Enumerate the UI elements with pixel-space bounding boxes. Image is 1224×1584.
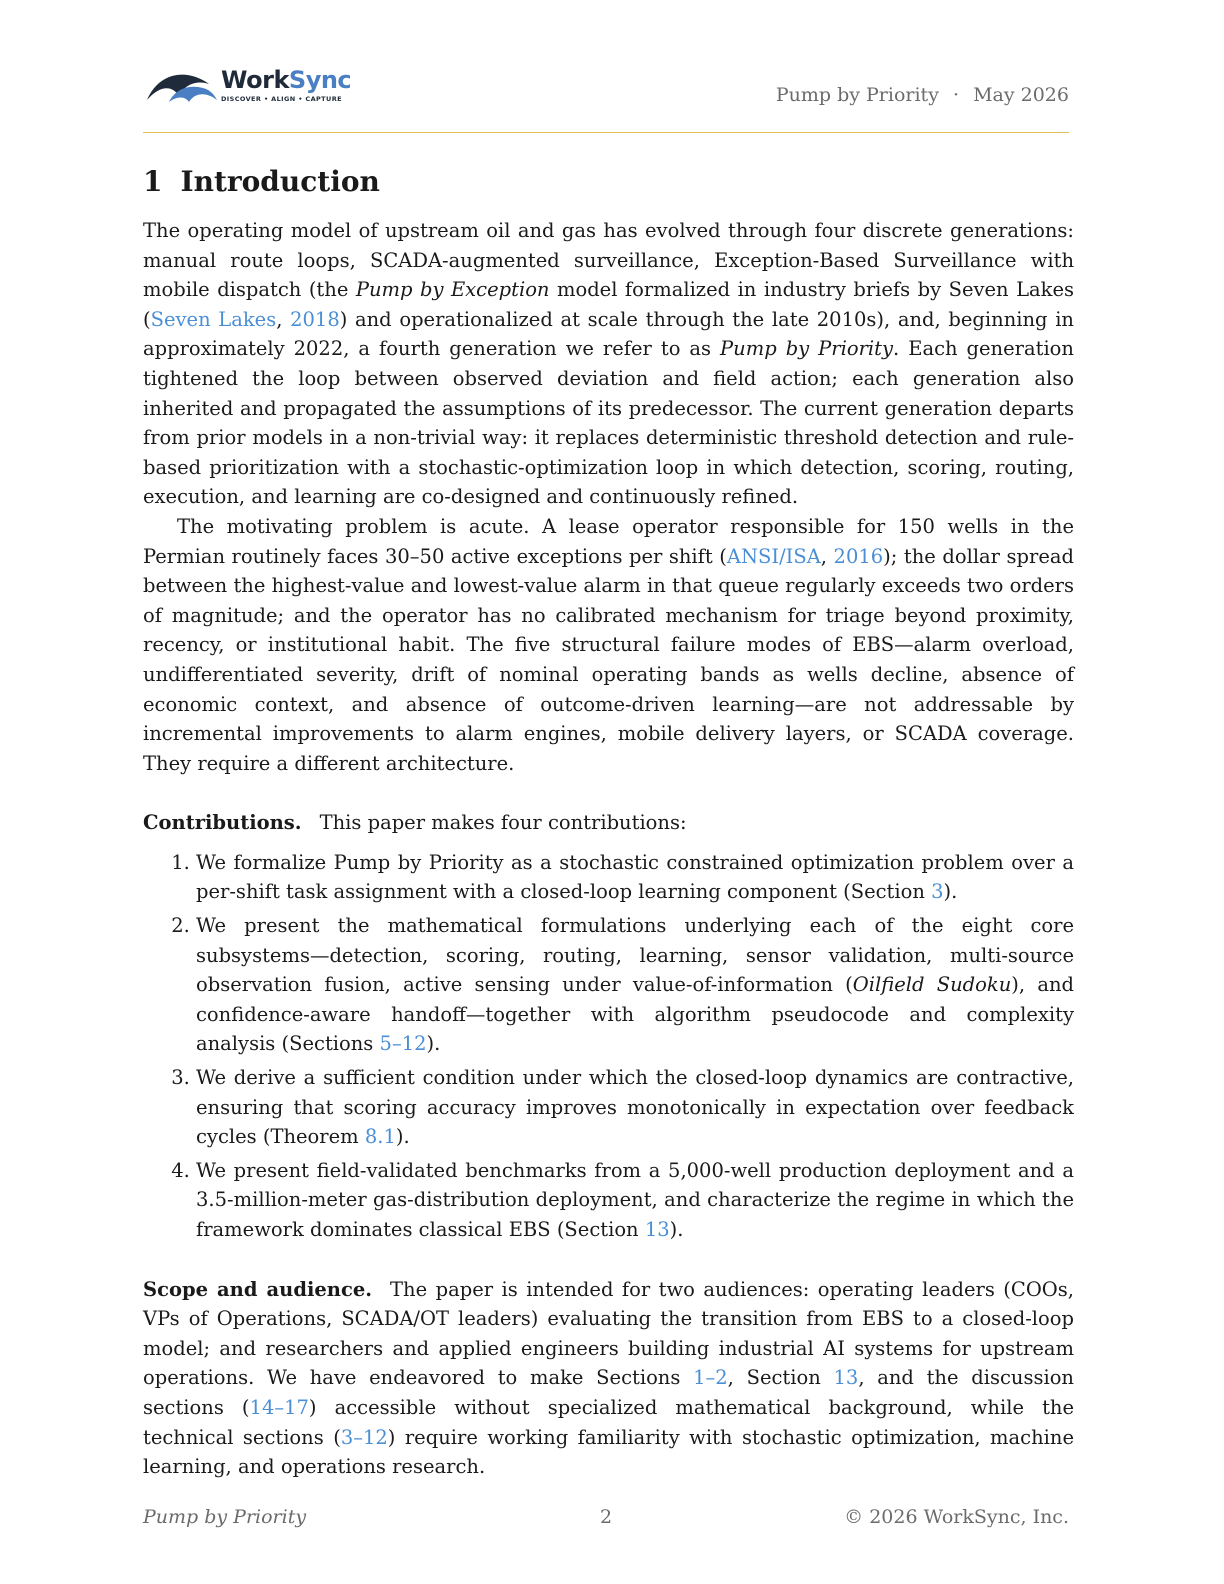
logo-arc-icon [145,66,217,106]
theorem-ref-link[interactable]: 8.1 [364,1125,396,1149]
footer-title: Pump by Priority [143,1506,307,1528]
citation-ansi-isa-year[interactable]: 2016 [833,544,884,568]
section-ref-link[interactable]: 1–2 [693,1366,728,1390]
logo-tagline: DISCOVER • ALIGN • CAPTURE [221,95,342,103]
header-date: May 2026 [973,84,1069,106]
scope-paragraph: Scope and audience. The paper is intended for two audiences: operating leaders (COOs, VPs of Operations, SCADA/OT leaders) evaluating the transition from EBS to a closed-loop model; and researchers and applied engineers building industrial AI systems for upstream operations. We have endeavored to make Sections 1–2, Section 13, and the discussion sections (14–17) accessible without specialized mathematical background, while the technical sections (3–12) require working familiarity with stochastic optimization, machine learning, and operations research. [143,1277,1074,1479]
running-title: Pump by Priority [775,84,939,106]
section-ref-link[interactable]: 13 [644,1218,670,1241]
worksync-logo [145,66,352,106]
footer-copyright: © 2026 WorkSync, Inc. [844,1506,1069,1528]
list-item: 3. We derive a sufficient condition under which the closed-loop dynamics are contractive, ensuring that scoring accuracy improves monotonically in expectation over feedback cycles (Theorem 8.1). [196,1063,1074,1152]
section-number: 1 [143,165,163,198]
page-number: 2 [599,1506,613,1528]
section-title: Introduction [180,165,380,198]
section-ref-link[interactable]: 3 [931,880,944,904]
section-ref-link[interactable]: 3–12 [340,1425,388,1449]
scope-heading: Scope and audience. [143,1277,373,1301]
contributions-heading: Contributions. [143,811,302,835]
citation-ansi-isa[interactable]: ANSI/ISA [726,544,821,568]
page-body [143,165,1074,1482]
citation-seven-lakes[interactable]: Seven Lakes [150,307,277,331]
section-ref-link[interactable]: 14–17 [249,1395,309,1419]
contributions-list [143,848,1074,1245]
section-heading [143,165,1074,198]
intro-paragraph-1: The operating model of upstream oil and gas has evolved through four discrete generations: manual route loops, SCADA-augmented surveillance, Exception-Based Surveillance with mobile dispatch (the Pump by Exception model formalized in industry briefs by Seven Lakes (Seven Lakes, 2018) and operationalized at scale through the late 2010s), and, beginning in approximately 2022, a fourth generation we refer to as Pump by Priority. Each generation tightened the loop between observed deviation and field action; each generation also inherited and propagated the assumptions of its predecessor. The current generation departs from prior models in a non-trivial way: it replaces deterministic threshold detection and rule-based prioritization with a stochastic-optimization loop in which detection, scoring, routing, execution, and learning are co-designed and continuously refined. [143,219,1075,509]
page-footer [143,1506,1069,1534]
contributions-paragraph: Contributions. This paper makes four contributions: [143,811,687,835]
list-item: 4. We present field-validated benchmarks from a 5,000-well production deployment and a 3.5-million-meter gas-distribution deployment, and characterize the regime in which the framework dominates classical EBS (Section 13). [196,1156,1074,1245]
list-item: 2. We present the mathematical formulations underlying each of the eight core subsystems—detection, scoring, routing, learning, sensor validation, multi-source observation fusion, active sensing under value-of-information (Oilfield Sudoku), and confidence-aware handoff—together with algorithm pseudocode and complexity analysis (Sections 5–12). [196,911,1074,1059]
page-header [143,66,1069,133]
section-ref-link[interactable]: 13 [833,1366,859,1390]
logo-wordmark: WorkSync [221,66,352,94]
intro-paragraph-2: The motivating problem is acute. A lease operator responsible for 150 wells in the Permian routinely faces 30–50 active exceptions per shift (ANSI/ISA, 2016); the dollar spread between the highest-value and lowest-value alarm in that queue regularly exceeds two orders of magnitude; and the operator has no calibrated mechanism for triage beyond proximity, recency, or institutional habit. The five structural failure modes of EBS—alarm overload, undifferentiated severity, drift of nominal operating bands as wells decline, absence of economic context, and absence of outcome-driven learning—are not addressable by incremental improvements to alarm engines, mobile delivery layers, or SCADA coverage. They require a different architecture. [143,514,1074,775]
list-item: 1. We formalize Pump by Priority as a stochastic constrained optimization problem over a per-shift task assignment with a closed-loop learning component (Section 3). [196,848,1074,907]
section-ref-link[interactable]: 5–12 [379,1032,427,1056]
header-separator: · [952,84,960,106]
running-header [776,84,1069,106]
citation-seven-lakes-year[interactable]: 2018 [290,307,340,331]
